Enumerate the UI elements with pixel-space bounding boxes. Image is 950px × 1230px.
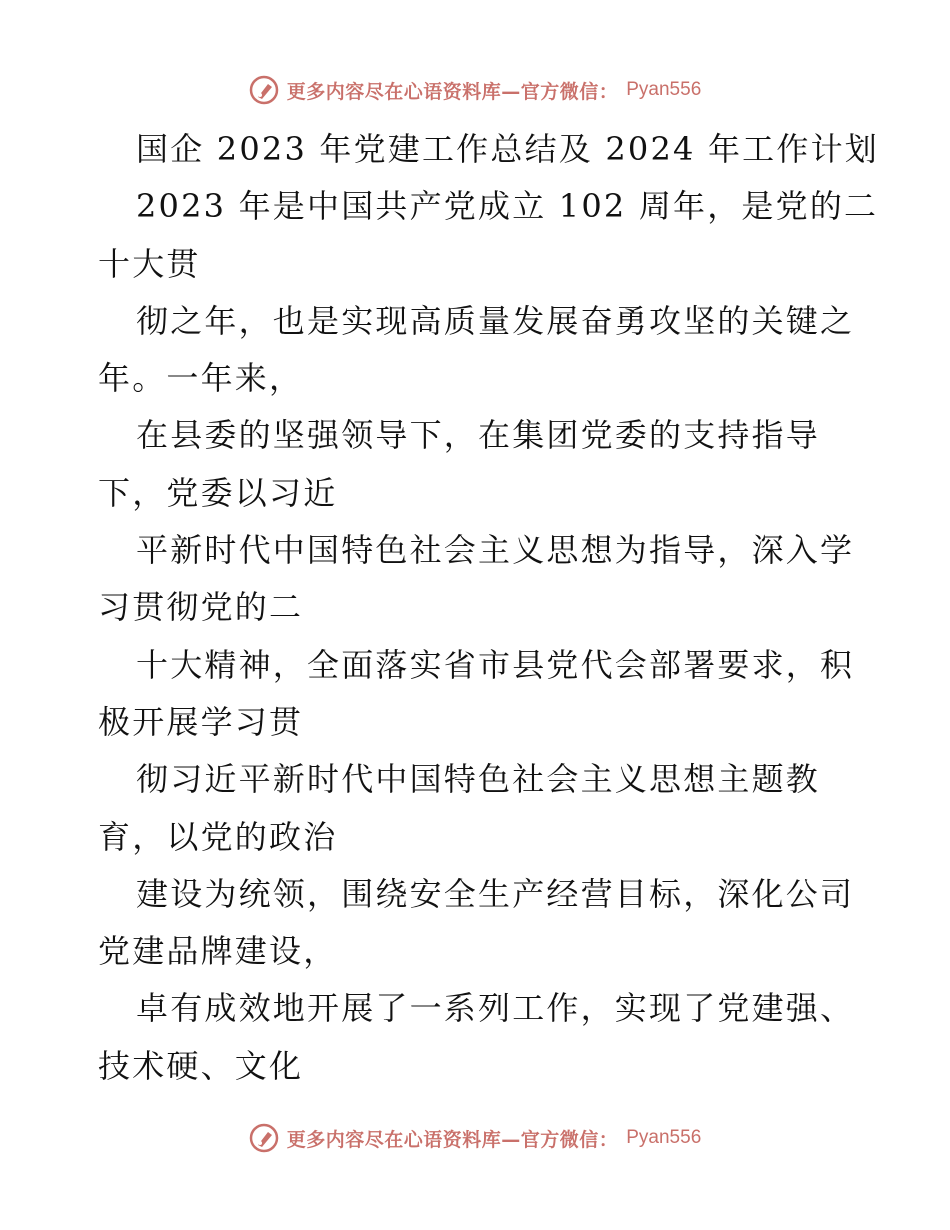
text-line: 年。一年来， (98, 359, 304, 398)
text-line: 2023 年是中国共产党成立 102 周年，是党的二 (136, 187, 879, 226)
text-line: 十大贯 (98, 244, 201, 283)
text-line: 卓有成效地开展了一系列工作，实现了党建强、 (136, 989, 855, 1028)
text-line: 彻习近平新时代中国特色社会主义思想主题教 (136, 760, 821, 799)
text-line: 在县委的坚强领导下，在集团党委的支持指导 (136, 416, 821, 455)
header-watermark (0, 70, 950, 110)
text-line: 建设为统领，围绕安全生产经营目标，深化公司 (136, 874, 855, 913)
text-line: 育，以党的政治 (98, 817, 338, 856)
watermark-text: 更多内容尽在心语资料库—官方微信： (286, 80, 619, 103)
text-line: 平新时代中国特色社会主义思想为指导，深入学 (136, 531, 855, 570)
text-line: 极开展学习贯 (98, 702, 304, 741)
text-line: 十大精神，全面落实省市县党代会部署要求，积 (136, 645, 855, 684)
text-line: 技术硬、文化 (98, 1046, 304, 1085)
text-line: 党建品牌建设， (98, 932, 338, 971)
document-body (98, 121, 879, 1095)
text-line: 彻之年，也是实现高质量发展奋勇攻坚的关键之 (136, 301, 855, 340)
watermark-text: 更多内容尽在心语资料库—官方微信： (286, 1128, 619, 1151)
text-line: 习贯彻党的二 (98, 588, 304, 627)
watermark-wechat-id: Pyan556 (626, 1127, 702, 1148)
footer-watermark (0, 1118, 950, 1158)
text-line: 下，党委以习近 (98, 473, 338, 512)
pen-nib-icon (249, 75, 279, 105)
watermark-wechat-id: Pyan556 (626, 79, 702, 100)
document-title: 国企 2023 年党建工作总结及 2024 年工作计划 (136, 130, 879, 168)
pen-nib-icon (249, 1123, 279, 1153)
